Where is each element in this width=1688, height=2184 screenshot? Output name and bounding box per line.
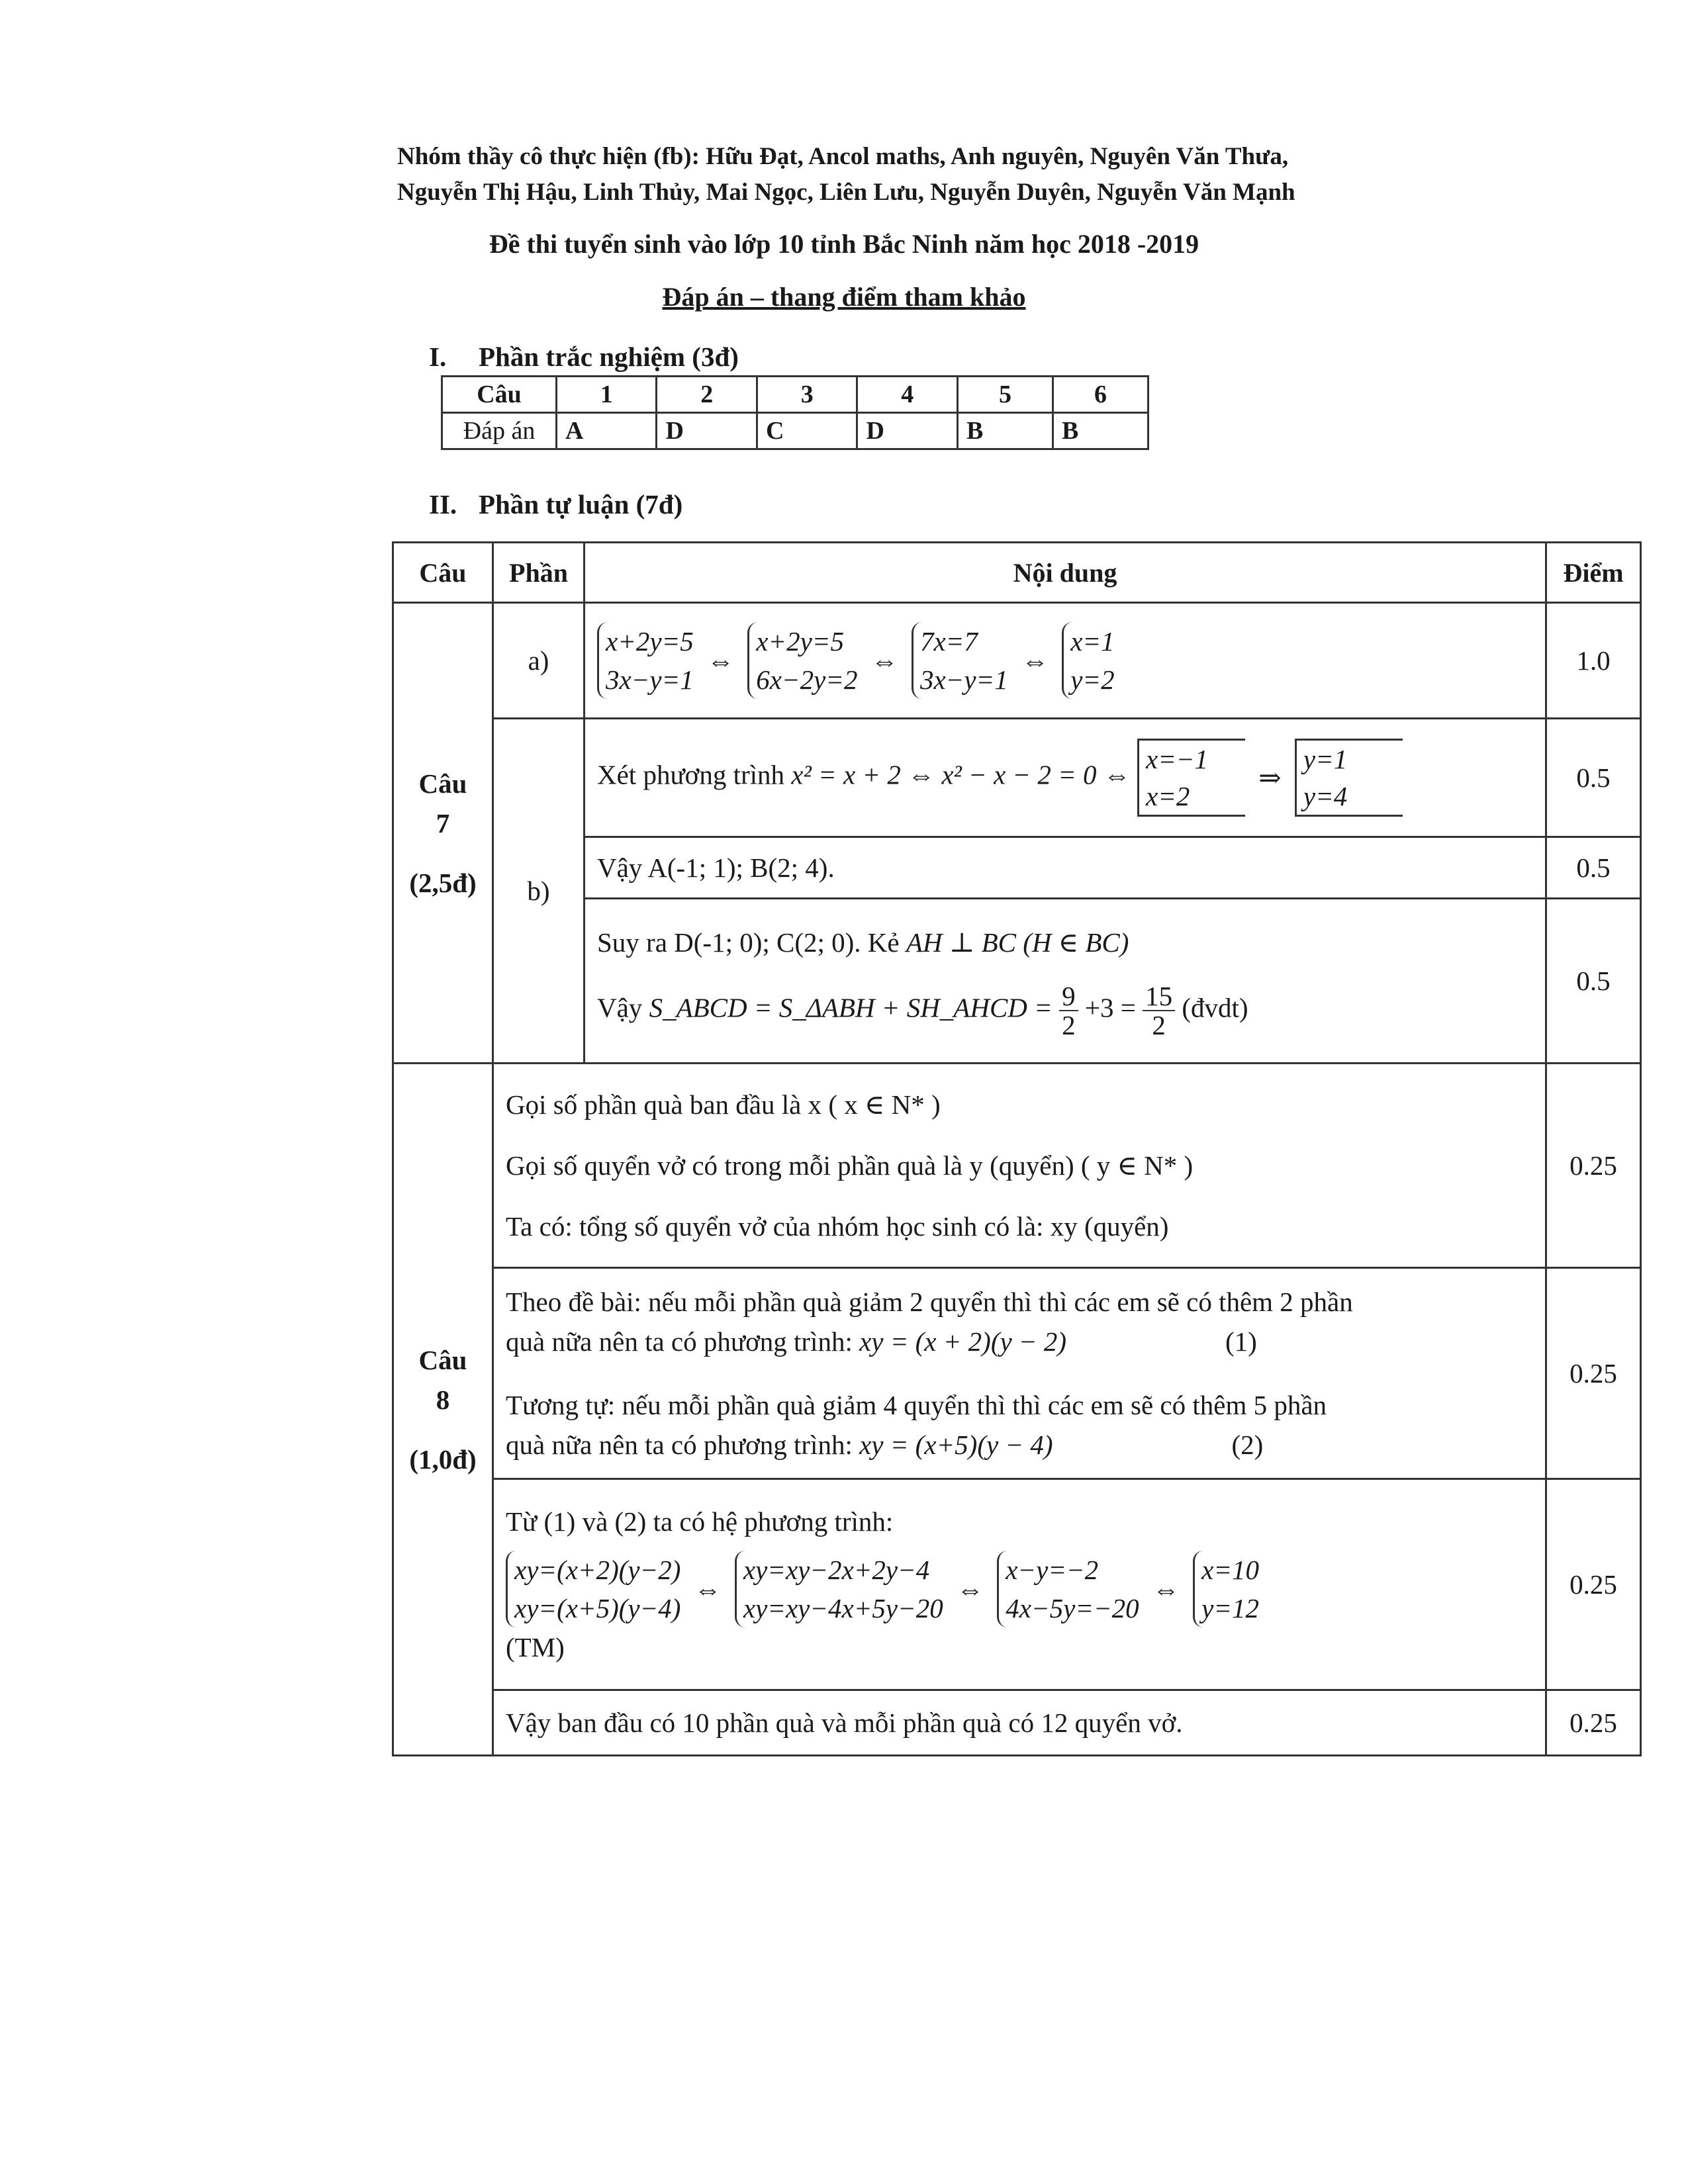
q8-points: (1,0đ) — [409, 1443, 477, 1475]
q8-r2-text: quà nữa nên ta có phương trình: — [506, 1326, 853, 1357]
q8-r2-tag: (1) — [1225, 1326, 1257, 1357]
q7-b3-line-2 — [597, 982, 1533, 1039]
equiv-symbol: ⇔ — [1021, 645, 1049, 676]
q8-r3-score: 0.25 — [1546, 1479, 1641, 1690]
mc-answer-row — [442, 413, 1149, 449]
q7-b3-vay: Vậy — [597, 992, 643, 1023]
essay-answer-table — [392, 541, 1642, 1756]
q8-r3-intro: Từ (1) và (2) ta có hệ phương trình: — [506, 1506, 894, 1537]
mc-question-6: 6 — [1053, 377, 1148, 413]
mc-answer-4: D — [857, 413, 957, 449]
q8-r2-tag-2: (2) — [1231, 1430, 1264, 1460]
header-cau: Câu — [393, 543, 493, 603]
mc-question-5: 5 — [957, 377, 1053, 413]
q7-b3-fraction-2 — [1143, 982, 1175, 1039]
q7-label: Câu — [418, 768, 467, 799]
q8-r2-content — [493, 1268, 1546, 1479]
eq: 3x−y=1 — [919, 664, 1008, 695]
q7-b3-text: Suy ra D(-1; 0); C(2; 0). Kẻ — [597, 927, 900, 958]
equiv-symbol: ⇔ — [1152, 1574, 1180, 1604]
q8-r3-system-3 — [997, 1551, 1139, 1627]
eq: xy=(x+5)(y−4) — [514, 1593, 681, 1623]
equiv-symbol: ⇔ — [957, 1574, 984, 1604]
eq: y=12 — [1201, 1593, 1260, 1623]
q7-row-b1 — [393, 719, 1641, 837]
mc-question-4: 4 — [857, 377, 957, 413]
exam-title: Đề thi tuyển sinh vào lớp 10 tỉnh Bắc Ninh năm học 2018 -2019 — [489, 229, 1199, 259]
q8-r2-equation-2: xy = (x+5)(y − 4) — [859, 1430, 1053, 1460]
q7-a-system-4 — [1062, 622, 1114, 699]
q7-b1-system-2 — [1295, 739, 1403, 817]
q8-r2-line-2 — [506, 1322, 1533, 1361]
equiv-symbol: ⇔ — [870, 645, 898, 676]
q8-r2-text-2: quà nữa nên ta có phương trình: — [506, 1430, 853, 1460]
header-phan: Phần — [493, 543, 585, 603]
mc-question-1: 1 — [557, 377, 657, 413]
q8-row-1 — [393, 1064, 1641, 1268]
eq: y=2 — [1070, 664, 1115, 695]
q8-label: Câu — [418, 1344, 467, 1375]
q8-r3-tm: (TM) — [506, 1632, 565, 1662]
q8-label-cell — [393, 1064, 493, 1756]
q8-r2-equation: xy = (x + 2)(y − 2) — [859, 1326, 1066, 1357]
q7-b1-equation: x² = x + 2 ⇔ x² − x − 2 = 0 ⇔ — [791, 759, 1131, 790]
q8-r3-content — [493, 1479, 1546, 1690]
mc-question-3: 3 — [757, 377, 857, 413]
q7-b1-line — [597, 739, 1533, 817]
q7-b1-text: Xét phương trình — [597, 759, 785, 790]
q7-b1-content — [585, 719, 1546, 837]
eq: x+2y=5 — [606, 626, 694, 657]
q8-r1-content — [493, 1064, 1546, 1268]
eq: 4x−5y=−20 — [1006, 1593, 1139, 1623]
q7-a-content — [585, 603, 1546, 719]
q8-number: 8 — [436, 1384, 450, 1415]
eq: x=10 — [1201, 1555, 1260, 1585]
q8-r1-line-2: Gọi số quyển vở có trong mỗi phần quà là y (quyển) ( y ∈ N* ) — [506, 1150, 1194, 1181]
implies-symbol: ⇒ — [1258, 762, 1282, 793]
q8-r4-content: Vậy ban đầu có 10 phần quà và mỗi phần quà có 12 quyển vở. — [493, 1690, 1546, 1756]
eq: xy=xy−4x+5y−20 — [743, 1593, 943, 1623]
mc-header-row — [442, 377, 1149, 413]
equiv-symbol: ⇔ — [694, 1574, 722, 1604]
q8-r1-line-1: Gọi số phần quà ban đầu là x ( x ∈ N* ) — [506, 1089, 941, 1120]
authors-line-2: Nguyễn Thị Hậu, Linh Thủy, Mai Ngọc, Liên Lưu, Nguyễn Duyên, Nguyễn Văn Mạnh — [397, 179, 1295, 206]
q7-b3-unit: (đvdt) — [1182, 992, 1248, 1023]
eq: x+2y=5 — [756, 626, 844, 657]
q8-r2-line-3: Tương tự: nếu mỗi phần quà giảm 4 quyển thì thì các em sẽ có thêm 5 phần — [506, 1390, 1327, 1420]
mc-answer-2: D — [657, 413, 757, 449]
q7-b3-score: 0.5 — [1546, 899, 1641, 1064]
q8-r1-score: 0.25 — [1546, 1064, 1641, 1268]
denominator: 2 — [1152, 1010, 1166, 1040]
eq: xy=xy−2x+2y−4 — [743, 1555, 930, 1585]
mc-answer-1: A — [557, 413, 657, 449]
mc-answer-6: B — [1053, 413, 1148, 449]
answer-title: Đáp án – thang điểm tham khảo — [662, 282, 1026, 312]
mc-answer-5: B — [957, 413, 1053, 449]
q7-row-a — [393, 603, 1641, 719]
numerator: 9 — [1059, 982, 1078, 1011]
eq: y=4 — [1303, 781, 1348, 811]
numerator: 15 — [1143, 982, 1175, 1011]
q8-r2-line-1: Theo đề bài: nếu mỗi phần quà giảm 2 quyển thì thì các em sẽ có thêm 2 phần — [506, 1287, 1353, 1317]
q7-b3-math: AH ⊥ BC (H ∈ BC) — [906, 927, 1129, 958]
eq: 3x−y=1 — [606, 664, 694, 695]
q7-a-system-2 — [747, 622, 857, 699]
section-1-title — [429, 341, 739, 373]
section-2-title — [429, 488, 682, 520]
q8-row-4 — [393, 1690, 1641, 1756]
q8-row-3 — [393, 1479, 1641, 1690]
q7-b3-area: S_ABCD = S_ΔABH + SH_AHCD = — [649, 992, 1053, 1023]
q7-a-system-1 — [597, 622, 694, 699]
eq: x=2 — [1146, 781, 1190, 811]
equiv-symbol: ⇔ — [706, 645, 734, 676]
mc-answer-label: Đáp án — [442, 413, 557, 449]
q8-r3-system-1 — [506, 1551, 680, 1627]
header-diem: Điểm — [1546, 543, 1641, 603]
eq: xy=(x+2)(y−2) — [514, 1555, 681, 1585]
q8-r4-score: 0.25 — [1546, 1690, 1641, 1756]
q7-label-cell — [393, 603, 493, 1064]
section-1-number: I. — [429, 341, 447, 372]
q8-r1-line-3: Ta có: tổng số quyển vở của nhóm học sinh có là: xy (quyển) — [506, 1211, 1169, 1242]
section-1-label: Phần trắc nghiệm (3đ) — [479, 341, 739, 372]
essay-header-row — [393, 543, 1641, 603]
q8-row-2 — [393, 1268, 1641, 1479]
q7-number: 7 — [436, 807, 450, 839]
header-noi-dung: Nội dung — [585, 543, 1546, 603]
q7-b3-line-1 — [597, 923, 1533, 962]
q8-r2-score: 0.25 — [1546, 1268, 1641, 1479]
eq: x=1 — [1070, 626, 1115, 657]
q7-b1-score: 0.5 — [1546, 719, 1641, 837]
mc-question-2: 2 — [657, 377, 757, 413]
q7-part-b: b) — [493, 719, 585, 1064]
q8-r3-system-2 — [735, 1551, 943, 1627]
denominator: 2 — [1062, 1010, 1076, 1040]
section-2-number: II. — [429, 489, 457, 520]
q7-a-system-3 — [912, 622, 1008, 699]
q7-b3-fraction-1 — [1059, 982, 1078, 1039]
eq: 7x=7 — [919, 626, 978, 657]
q8-r3-equation — [506, 1551, 1533, 1627]
authors-line-1: Nhóm thầy cô thực hiện (fb): Hữu Đạt, Ancol maths, Anh nguyên, Nguyên Văn Thưa, — [397, 143, 1289, 170]
q8-r3-system-4 — [1193, 1551, 1259, 1627]
q8-r2-line-4 — [506, 1425, 1533, 1465]
eq: x=−1 — [1146, 744, 1209, 774]
q7-part-a: a) — [493, 603, 585, 719]
q7-b3-plus: +3 = — [1084, 992, 1136, 1023]
mc-answer-3: C — [757, 413, 857, 449]
multiple-choice-table — [441, 375, 1149, 450]
q7-b2-content: Vậy A(-1; 1); B(2; 4). — [585, 837, 1546, 899]
eq: x−y=−2 — [1006, 1555, 1099, 1585]
q7-b3-content — [585, 899, 1546, 1064]
eq: y=1 — [1303, 744, 1348, 774]
q7-b1-system-1 — [1137, 739, 1245, 817]
q7-a-equation — [597, 622, 1533, 699]
authors-header — [397, 139, 1523, 210]
mc-header-label: Câu — [442, 377, 557, 413]
section-2-label: Phần tự luận (7đ) — [479, 489, 683, 520]
q7-b2-score: 0.5 — [1546, 837, 1641, 899]
eq: 6x−2y=2 — [756, 664, 858, 695]
q7-a-score: 1.0 — [1546, 603, 1641, 719]
q7-points: (2,5đ) — [409, 867, 477, 898]
